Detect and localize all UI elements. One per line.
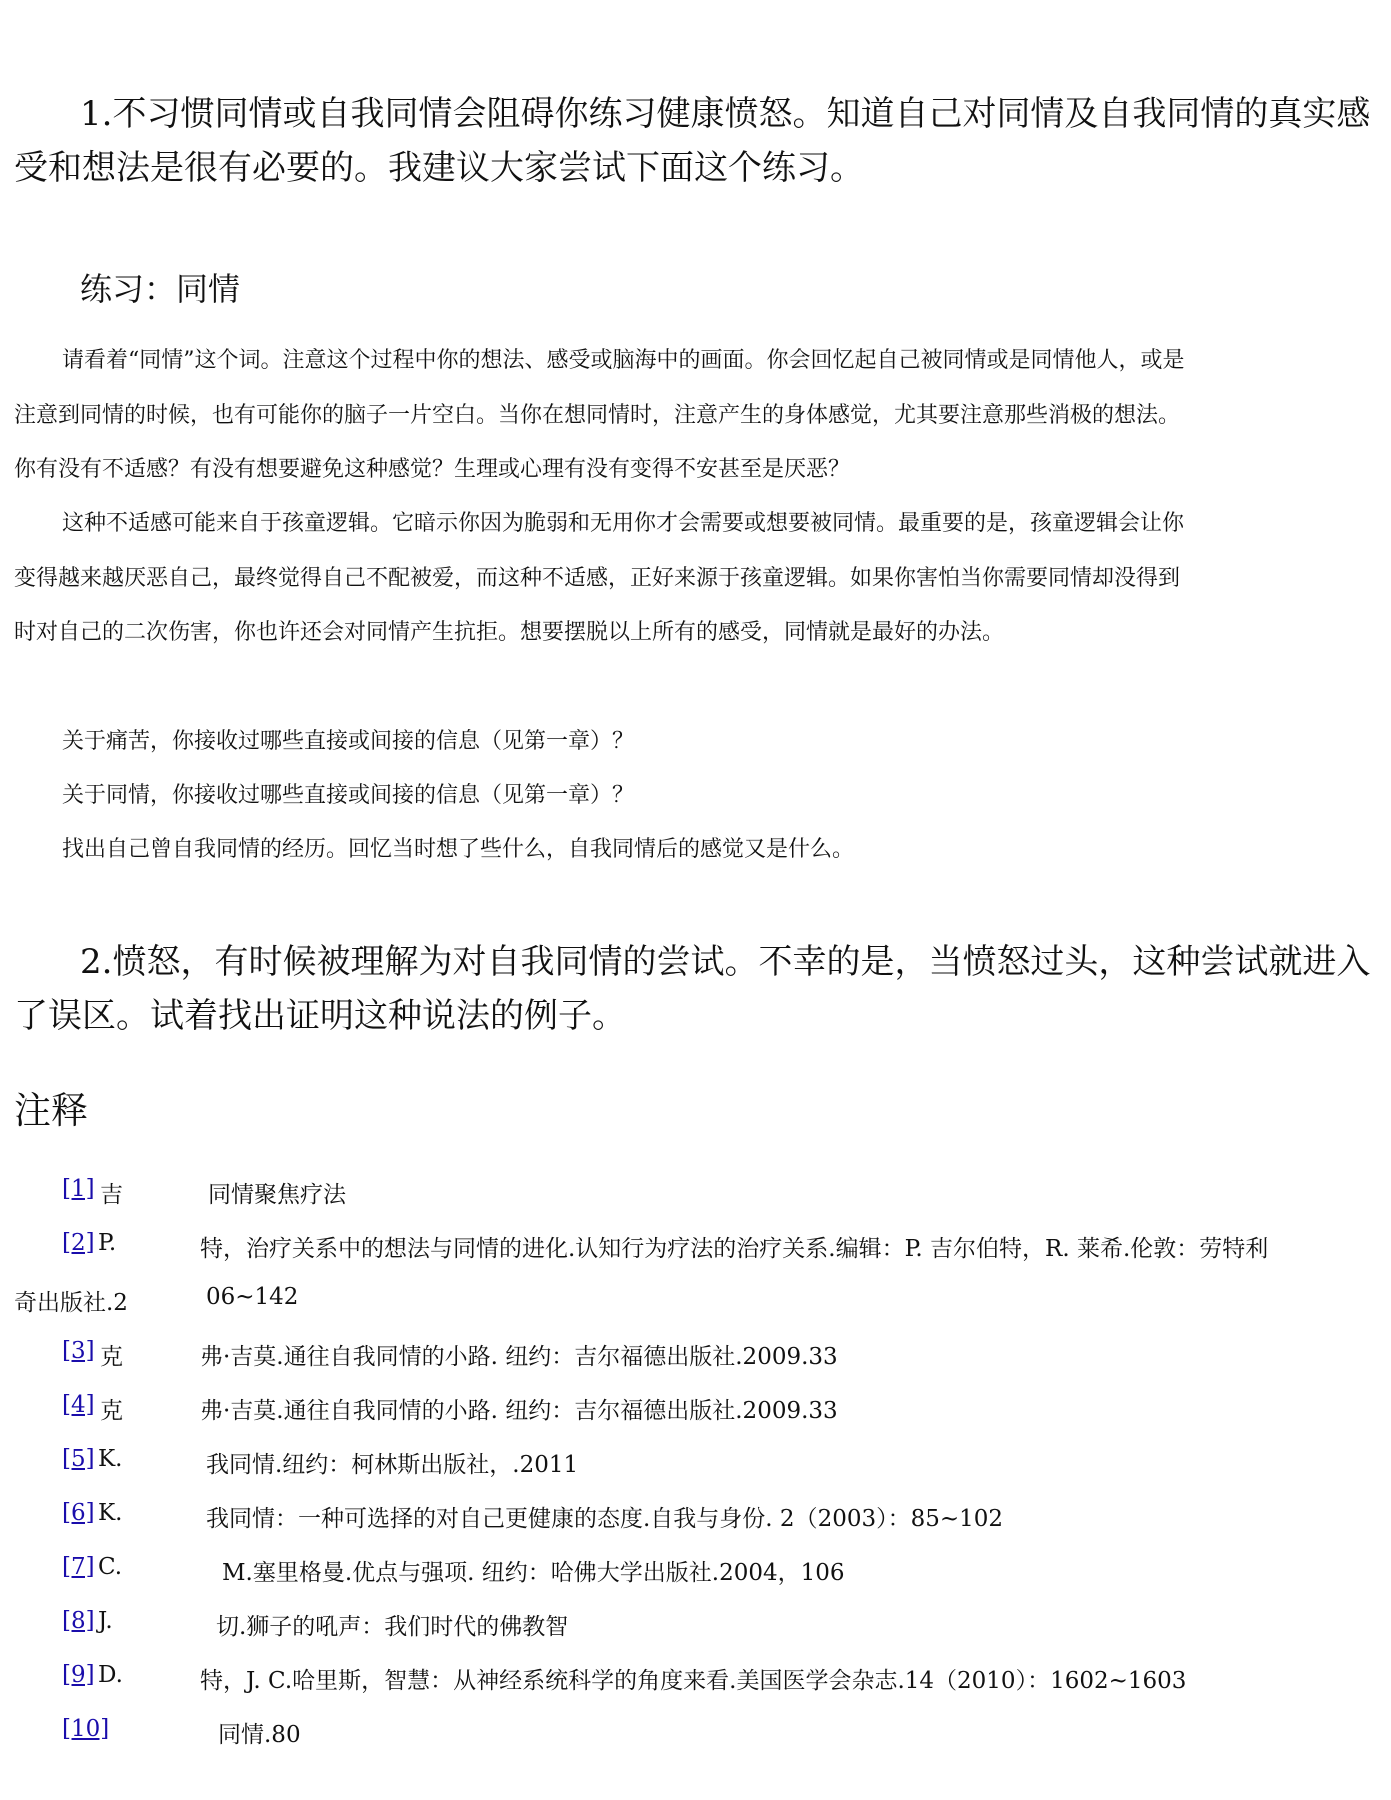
footnote-ref-link[interactable]: [6]: [62, 1500, 95, 1526]
point2-line1: 2.愤怒，有时候被理解为对自我同情的尝试。不幸的是，当愤怒过头，这种尝试就进入: [80, 942, 1371, 982]
footnote-author: D.: [98, 1662, 123, 1688]
footnote-author: P.: [98, 1230, 117, 1256]
footnote-text: 特，J. C.哈里斯，智慧：从神经系统科学的角度来看.美国医学会杂志.14（2010）：1602~1603: [200, 1668, 1187, 1694]
footnote-ref-link[interactable]: [5]: [62, 1446, 95, 1472]
exercise-title: 练习：同情: [80, 270, 241, 308]
point1-line2: 受和想法是很有必要的。我建议大家尝试下面这个练习。: [14, 148, 864, 188]
footnote-ref-link[interactable]: [4]: [62, 1392, 95, 1418]
para2-line1: 这种不适感可能来自于孩童逻辑。它暗示你因为脆弱和无用你才会需要或想要被同情。最重要的是，孩童逻辑会让你: [62, 511, 1185, 536]
footnote-author: K.: [98, 1446, 123, 1472]
notes-title: 注释: [14, 1089, 88, 1132]
footnote-text: 我同情.纽约：柯林斯出版社，.2011: [206, 1452, 579, 1478]
question-item: 关于痛苦，你接收过哪些直接或间接的信息（见第一章）？: [62, 729, 635, 754]
footnote-continuation: 06~142: [206, 1284, 299, 1310]
footnote-ref-link[interactable]: [8]: [62, 1608, 95, 1634]
footnote-ref-link[interactable]: [3]: [62, 1338, 95, 1364]
footnote-text: 弗·吉莫.通往自我同情的小路. 纽约：吉尔福德出版社.2009.33: [200, 1344, 838, 1370]
footnote-author: C.: [98, 1554, 123, 1580]
footnote-ref-link[interactable]: [9]: [62, 1662, 95, 1688]
question-item: 找出自己曾自我同情的经历。回忆当时想了些什么，自我同情后的感觉又是什么。: [62, 837, 855, 862]
footnote-text: 我同情：一种可选择的对自己更健康的态度.自我与身份. 2（2003）：85~102: [206, 1506, 1004, 1532]
footnote-author: J.: [98, 1608, 113, 1634]
footnote-text: 同情.80: [218, 1722, 301, 1748]
para1-line3: 你有没有不适感？有没有想要避免这种感觉？生理或心理有没有变得不安甚至是厌恶？: [14, 457, 851, 482]
footnote-continuation: 奇出版社.2: [14, 1290, 128, 1316]
para1-line2: 注意到同情的时候，也有可能你的脑子一片空白。当你在想同情时，注意产生的身体感觉，尤其要注意那些消极的想法。: [14, 403, 1181, 428]
footnote-author: 吉: [100, 1182, 123, 1208]
footnote-text: 同情聚焦疗法: [208, 1182, 346, 1208]
question-item: 关于同情，你接收过哪些直接或间接的信息（见第一章）？: [62, 783, 635, 808]
footnote-author: 克: [100, 1398, 123, 1424]
para2-line2: 变得越来越厌恶自己，最终觉得自己不配被爱，而这种不适感，正好来源于孩童逻辑。如果你害怕当你需要同情却没得到: [14, 566, 1181, 591]
footnote-text: 切.狮子的吼声：我们时代的佛教智: [216, 1614, 569, 1640]
para1-line1: 请看着“同情”这个词。注意这个过程中你的想法、感受或脑海中的画面。你会回忆起自己被同情或是同情他人，或是: [62, 348, 1185, 373]
footnote-author: 克: [100, 1344, 123, 1370]
footnote-ref-link[interactable]: [1]: [62, 1176, 95, 1202]
footnote-author: K.: [98, 1500, 123, 1526]
footnote-text: 弗·吉莫.通往自我同情的小路. 纽约：吉尔福德出版社.2009.33: [200, 1398, 838, 1424]
footnote-text: 特，治疗关系中的想法与同情的进化.认知行为疗法的治疗关系.编辑：P. 吉尔伯特，R. 莱希.伦敦：劳特利: [200, 1236, 1269, 1262]
point1-line1: 1.不习惯同情或自我同情会阻碍你练习健康愤怒。知道自己对同情及自我同情的真实感: [80, 94, 1371, 134]
point2-line2: 了误区。试着找出证明这种说法的例子。: [14, 996, 626, 1036]
footnote-text: M.塞里格曼.优点与强项. 纽约：哈佛大学出版社.2004，106: [222, 1560, 845, 1586]
footnote-ref-link[interactable]: [7]: [62, 1554, 95, 1580]
footnote-ref-link[interactable]: [2]: [62, 1230, 95, 1256]
para2-line3: 时对自己的二次伤害，你也许还会对同情产生抗拒。想要摆脱以上所有的感受，同情就是最好的办法。: [14, 620, 1005, 645]
footnote-ref-link[interactable]: [10]: [62, 1716, 110, 1742]
